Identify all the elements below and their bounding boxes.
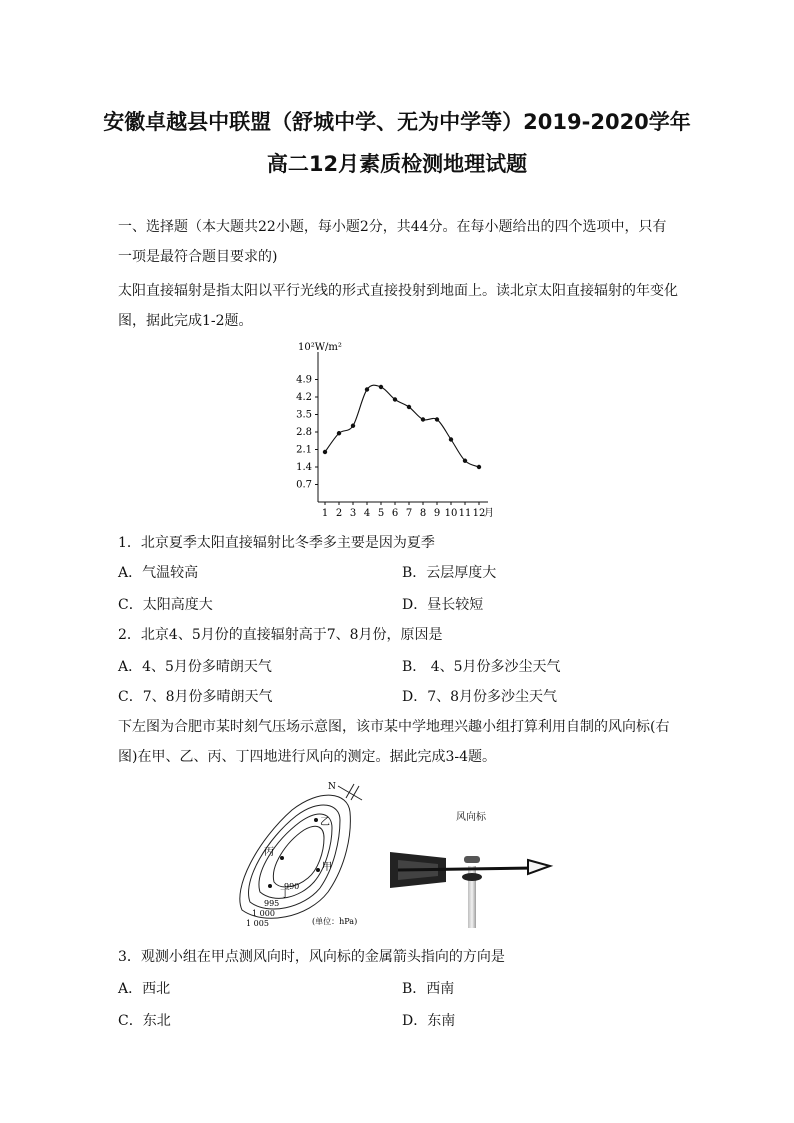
label-jia: 甲: [322, 862, 332, 873]
chart-xtick-label: 5: [377, 508, 385, 519]
chart-xtick-label: 3: [349, 508, 357, 519]
north-arrow-icon: [338, 784, 362, 800]
q2-option-a[interactable]: A．4、5月份多晴朗天气: [118, 659, 272, 675]
q1-option-d[interactable]: D．昼长较短: [402, 597, 484, 613]
chart-data-point: [337, 431, 341, 435]
north-label: N: [328, 782, 336, 792]
intro1-line-1: 太阳直接辐射是指太阳以平行光线的形式直接投射到地面上。读北京太阳直接辐射的年变化: [118, 283, 678, 299]
chart-series-line: [325, 385, 479, 467]
chart-data-point: [463, 459, 467, 463]
section-heading-1: 一、选择题（本大题共22小题，每小题2分，共44分。在每小题给出的四个选项中，只有: [118, 219, 667, 235]
q1-option-b[interactable]: B．云层厚度大: [402, 565, 497, 581]
chart-xtick-label: 7: [405, 508, 413, 519]
point-yi: [314, 818, 318, 822]
chart-data-point: [393, 397, 397, 401]
chart-data-point: [379, 385, 383, 389]
wind-vane-photo: [384, 800, 570, 928]
q2-option-d[interactable]: D．7、8月份多沙尘天气: [402, 689, 558, 705]
chart-data-point: [323, 450, 327, 454]
q1-stem: 1．北京夏季太阳直接辐射比冬季多主要是因为夏季: [118, 535, 435, 551]
q3-option-b[interactable]: B．西南: [402, 981, 455, 997]
chart-xtick-label: 10: [444, 508, 458, 519]
chart-data-point: [421, 417, 425, 421]
q1-option-c[interactable]: C．太阳高度大: [118, 597, 213, 613]
q2-stem: 2．北京4、5月份的直接辐射高于7、8月份，原因是: [118, 627, 443, 643]
isobar-label-1005: 1 005: [246, 919, 269, 928]
point-jia: [316, 868, 320, 872]
chart-data-point: [351, 424, 355, 428]
chart-xtick-label: 12: [472, 508, 486, 519]
point-bing: [280, 856, 284, 860]
chart-xtick-label: 11: [458, 508, 472, 519]
q2-option-b[interactable]: B． 4、5月份多沙尘天气: [402, 659, 561, 675]
intro2-line-2: 图)在甲、乙、丙、丁四地进行风向的测定。据此完成3-4题。: [118, 749, 497, 765]
chart-xtick-label: 6: [391, 508, 399, 519]
q3-option-d[interactable]: D．东南: [402, 1013, 456, 1029]
chart-ytick-label: 2.8: [296, 427, 312, 438]
radiation-line-chart: [290, 336, 510, 522]
chart-data-point: [407, 405, 411, 409]
map-unit: (单位：hPa): [312, 917, 358, 926]
label-yi: 乙: [320, 817, 330, 828]
q3-stem: 3．观测小组在甲点测风向时，风向标的金属箭头指向的方向是: [118, 949, 505, 965]
chart-ytick-label: 2.1: [296, 444, 312, 456]
point-ding: [268, 884, 272, 888]
q2-option-c[interactable]: C．7、8月份多晴朗天气: [118, 689, 273, 705]
isobar-label-995: 995: [264, 899, 280, 908]
chart-ytick-label: 1.4: [296, 462, 312, 473]
chart-xtick-label: 9: [433, 508, 441, 519]
chart-ytick-label: 3.5: [296, 409, 312, 421]
chart-ytick-label: 4.2: [296, 392, 312, 403]
q1-option-a[interactable]: A．气温较高: [118, 565, 199, 581]
intro2-line-1: 下左图为合肥市某时刻气压场示意图，该市某中学地理兴趣小组打算利用自制的风向标(右: [118, 719, 670, 735]
chart-xtick-label: 1: [321, 508, 329, 519]
isobar-1005: [240, 795, 351, 918]
q3-option-c[interactable]: C．东北: [118, 1013, 171, 1029]
chart-ylabel: 10²W/m²: [298, 342, 342, 353]
label-bing: 丙: [264, 847, 274, 858]
wind-vane-label: 风向标: [456, 812, 486, 823]
q3-option-a[interactable]: A．西北: [118, 981, 171, 997]
isobar-label-990: 990: [284, 882, 300, 891]
chart-data-point: [477, 465, 481, 469]
chart-data-point: [365, 387, 369, 391]
wind-vane-icon: [384, 800, 570, 928]
chart-xtick-label: 8: [419, 508, 427, 519]
chart-ytick-label: 0.7: [296, 479, 312, 491]
chart-xunit: 月: [484, 508, 494, 519]
title-line-1: 安徽卓越县中联盟（舒城中学、无为中学等）2019-2020学年: [103, 110, 691, 134]
chart-data-point: [435, 417, 439, 421]
intro1-line-2: 图，据此完成1-2题。: [118, 313, 253, 329]
chart-xtick-label: 4: [363, 508, 371, 519]
isobar-map: [228, 776, 378, 932]
section-heading-2: 一项是最符合题目要求的): [118, 249, 278, 265]
chart-data-point: [449, 437, 453, 441]
chart-xtick-label: 2: [335, 508, 343, 519]
label-ding: 丁: [280, 889, 290, 900]
chart-ytick-label: 4.9: [296, 374, 312, 386]
isobar-label-1000: 1 000: [252, 909, 275, 918]
title-line-2: 高二12月素质检测地理试题: [266, 152, 528, 176]
